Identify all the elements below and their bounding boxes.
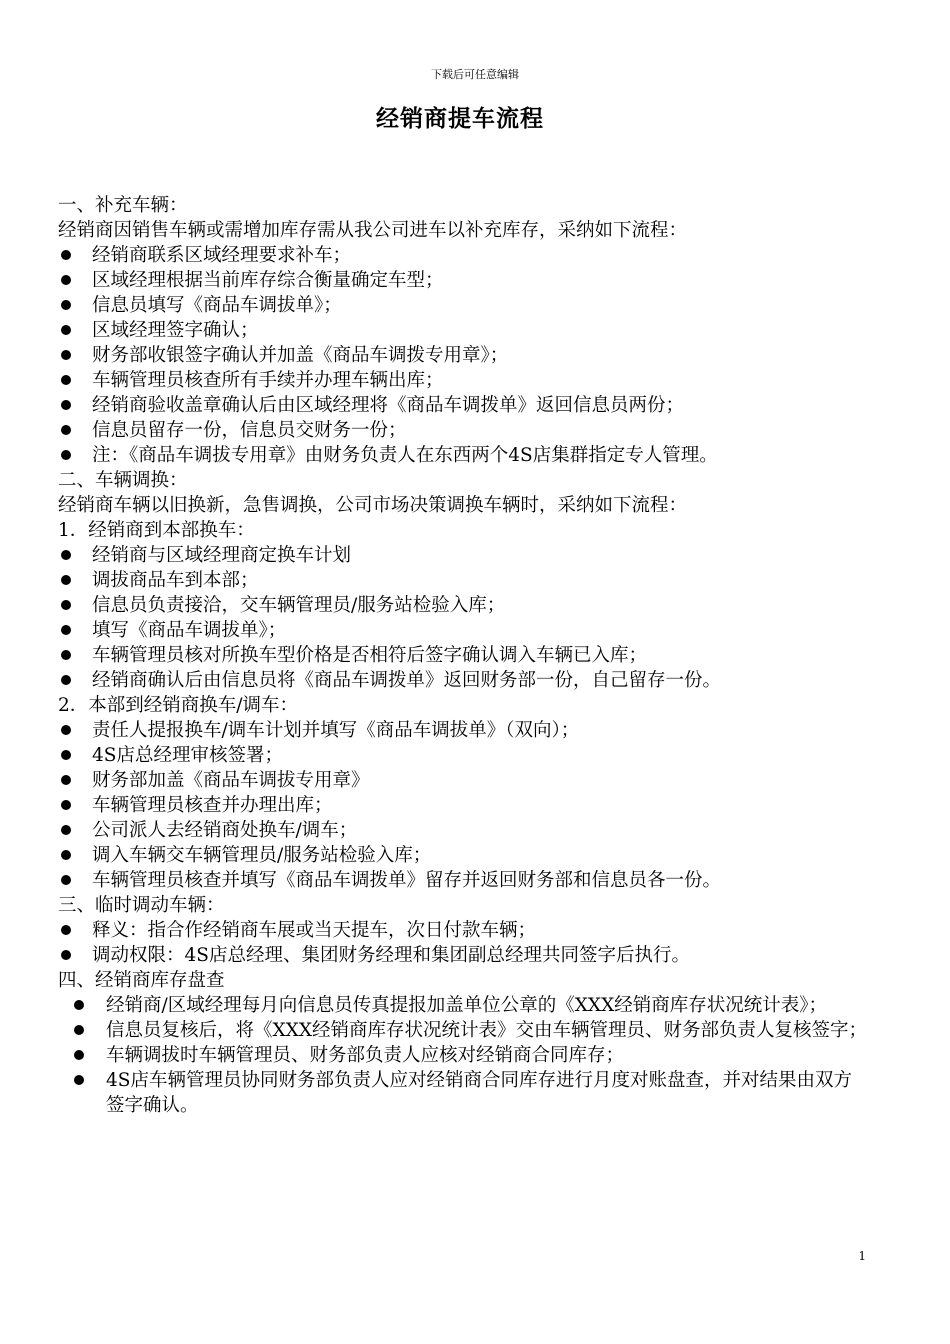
section-2-heading: 二、车辆调换： <box>58 470 188 491</box>
list-item: 财务部收银签字确认并加盖《商品车调拨专用章》； <box>58 343 868 368</box>
list-item: 信息员负责接洽，交车辆管理员/服务站检验入库； <box>58 593 868 618</box>
section-4-heading: 四、经销商库存盘查 <box>58 970 225 991</box>
document-body <box>58 193 868 1118</box>
list-item: 车辆管理员核查并填写《商品车调拨单》留存并返回财务部和信息员各一份。 <box>58 868 868 893</box>
list-item: 信息员复核后，将《XXX经销商库存状况统计表》交由车辆管理员、财务部负责人复核签字； <box>58 1018 868 1043</box>
list-item: 调拔商品车到本部； <box>58 568 868 593</box>
list-item: 4S店车辆管理员协同财务部负责人应对经销商合同库存进行月度对账盘查，并对结果由双方签字确认。 <box>58 1068 868 1118</box>
section-1-heading: 一、补充车辆： <box>58 195 188 216</box>
list-item: 车辆管理员核对所换车型价格是否相符后签字确认调入车辆已入库； <box>58 643 868 668</box>
list-item: 经销商确认后由信息员将《商品车调拨单》返回财务部一份，自己留存一份。 <box>58 668 868 693</box>
list-item: 区域经理签字确认； <box>58 318 868 343</box>
list-item: 注：《商品车调拔专用章》由财务负责人在东西两个4S店集群指定专人管理。 <box>58 443 868 468</box>
list-item: 4S店总经理审核签署； <box>58 743 868 768</box>
list-item: 经销商联系区域经理要求补车； <box>58 243 868 268</box>
list-item: 经销商/区域经理每月向信息员传真提报加盖单位公章的《XXX经销商库存状况统计表》； <box>58 993 868 1018</box>
list-item: 填写《商品车调拔单》； <box>58 618 868 643</box>
list-item: 经销商验收盖章确认后由区域经理将《商品车调拨单》返回信息员两份； <box>58 393 868 418</box>
list-item: 车辆管理员核查所有手续并办理车辆出库； <box>58 368 868 393</box>
list-item: 调动权限：4S店总经理、集团财务经理和集团副总经理共同签字后执行。 <box>58 943 868 968</box>
list-item: 区域经理根据当前库存综合衡量确定车型； <box>58 268 868 293</box>
list-item: 释义：指合作经销商车展或当天提车，次日付款车辆； <box>58 918 868 943</box>
header-note: 下载后可任意编辑 <box>431 68 519 81</box>
section-2-intro: 经销商车辆以旧换新，急售调换，公司市场决策调换车辆时，采纳如下流程： <box>58 495 688 516</box>
list-item: 财务部加盖《商品车调拔专用章》 <box>58 768 868 793</box>
subsection-1-heading: 1．经销商到本部换车： <box>58 520 255 541</box>
page-number: 1 <box>858 1249 866 1263</box>
list-item: 车辆调拔时车辆管理员、财务部负责人应核对经销商合同库存； <box>58 1043 868 1068</box>
subsection-2-heading: 2．本部到经销商换车/调车： <box>58 695 299 716</box>
list-item: 信息员填写《商品车调拔单》； <box>58 293 868 318</box>
list-item: 责任人提报换车/调车计划并填写《商品车调拔单》（双向）； <box>58 718 868 743</box>
list-item: 车辆管理员核查并办理出库； <box>58 793 868 818</box>
page-title: 经销商提车流程 <box>376 106 544 132</box>
list-item: 信息员留存一份，信息员交财务一份； <box>58 418 868 443</box>
section-1-intro: 经销商因销售车辆或需增加库存需从我公司进车以补充库存，采纳如下流程： <box>58 220 688 241</box>
list-item: 经销商与区域经理商定换车计划 <box>58 543 868 568</box>
list-item: 调入车辆交车辆管理员/服务站检验入库； <box>58 843 868 868</box>
section-3-heading: 三、临时调动车辆： <box>58 895 225 916</box>
list-item: 公司派人去经销商处换车/调车； <box>58 818 868 843</box>
